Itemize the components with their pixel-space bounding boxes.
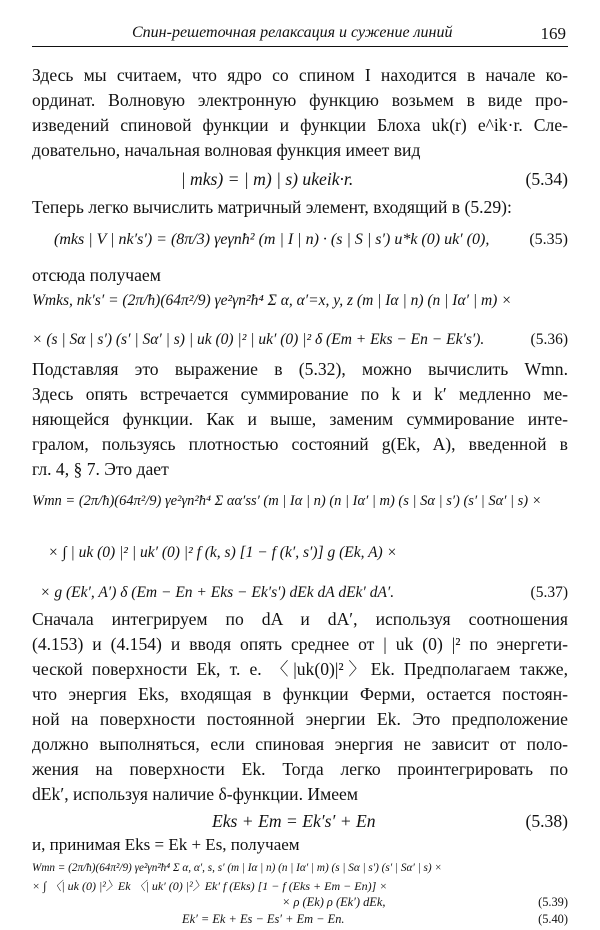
book-page [32, 0, 568, 930]
equation-5-37-line-1 [32, 486, 568, 522]
text-line: Сначала интегрируем по dA и dA′, используя соотношения [32, 609, 568, 629]
text-line: должно выполняться, если спиновая энергия не зависит от поло- [32, 734, 568, 754]
equation-number: (5.35) [529, 231, 568, 248]
text-line: Подставляя это выражение в (5.32), можно вычислить Wmn. [32, 359, 568, 379]
text-line: dEk′, используя наличие δ-функции. Имеем [32, 784, 358, 804]
equation-body: Wmks, nk′s′ = (2π/ħ)(64π²/9) γe²γn²ħ⁴ Σ α, α′=x, y, z (m | Iα | n) (n | Iα′ | m) × [32, 292, 512, 309]
text-line: ческой поверхности Ek, т. е. 〈|uk(0)|²〉Ek. Предполагаем также, [32, 659, 568, 679]
equation-5-39-line-3 [32, 893, 568, 911]
equation-body: (mks | V | nk′s′) = (8π/3) γeγnħ² (m | I | n) · (s | S | s′) u*k (0) uk′ (0), [54, 231, 490, 248]
text-line: Здесь мы считаем, что ядро со спином I находится в начале ко- [32, 65, 568, 85]
equation-5-37-line-3 [32, 578, 568, 608]
text-line: ной на поверхности постоянной энергии Ek. Это предположение [32, 709, 568, 729]
equation-5-36-line-2 [32, 325, 568, 355]
text-line: гл. 4, § 7. Это дает [32, 459, 169, 479]
equation-body: × ρ (Ek) ρ (Ek′) dEk, [282, 895, 386, 909]
text-line: (4.153) и (4.154) и вводя опять среднее от | uk (0) |² по энергети- [32, 634, 568, 654]
text-line: и, принимая Eks = Ek + Es, получаем [32, 835, 300, 854]
equation-5-35 [32, 225, 568, 255]
equation-body: × ∫ | uk (0) |² | uk′ (0) |² f (k, s) [1 − f (k′, s′)] g (Ek, A) × [48, 544, 398, 561]
text-line: изведений спиновой функции и функции Блоха uk(r) e^ik·r. Сле- [32, 115, 568, 135]
equation-5-34 [32, 164, 568, 194]
text-line: отсюда получаем [32, 265, 161, 285]
running-title: Спин-решеточная релаксация и сужение линий [132, 24, 453, 41]
text-line: ординат. Волновую электронную функцию возьмем в виде про- [32, 90, 568, 110]
equation-body: × g (Ek′, A′) δ (Em − En + Eks − Ek′s′) dEk dA dEk′ dA′. [40, 584, 395, 601]
equation-number: (5.36) [530, 331, 568, 348]
text-line: гралом, пользуясь плотностью состояний g(Ek, A), введенной в [32, 434, 568, 454]
text-line: жения на поверхности Ek. Тогда легко проинтегрировать по [32, 759, 568, 779]
text-line: что энергия Eks, входящая в функции Ферми, остается постоян- [32, 684, 568, 704]
equation-number: (5.37) [530, 584, 568, 601]
equation-5-36-line-1 [32, 286, 568, 322]
equation-5-39-line-1 [32, 858, 568, 878]
equation-5-40 [32, 910, 568, 928]
equation-body: × (s | Sα | s′) (s′ | Sα′ | s) | uk (0) |² | uk′ (0) |² δ (Em + Eks − En − Ek′s′). [32, 331, 485, 348]
text-line: Здесь опять встречается суммирование по k и k′ медленно ме- [32, 384, 568, 404]
equation-body: Ek′ = Ek + Es − Es′ + Em − En. [182, 912, 345, 926]
equation-number: (5.39) [538, 895, 568, 909]
text-line: Теперь легко вычислить матричный элемент, входящий в (5.29): [32, 197, 512, 217]
equation-body: Wmn = (2π/ħ)(64π²/9) γe²γn²ħ⁴ Σ α, α′, s, s′ (m | Iα | n) (n | Iα′ | m) (s | Sα | s′) (s′ | Sα′ | s) × [32, 862, 442, 874]
equation-body: × ∫ 〈| uk (0) |²〉Ek 〈| uk′ (0) |²〉Ek′ f (Eks) [1 − f (Eks + Em − En)] × [32, 879, 388, 893]
equation-number: (5.38) [525, 811, 568, 831]
equation-number: (5.34) [525, 169, 568, 189]
equation-number: (5.40) [538, 912, 568, 926]
page-header [32, 22, 568, 47]
page-number: 169 [540, 24, 566, 43]
equation-body: Eks + Em = Ek′s′ + En [212, 811, 376, 831]
text-line: довательно, начальная волновая функция имеет вид [32, 140, 421, 160]
equation-5-37-line-2 [32, 538, 568, 568]
equation-body: | mks) = | m) | s) ukeik·r. [180, 169, 354, 189]
equation-body: Wmn = (2π/ħ)(64π²/9) γe²γn²ħ⁴ Σ αα′ss′ (m | Iα | n) (n | Iα′ | m) (s | Sα | s′) (s′ | Sα′ | s) × [32, 493, 542, 509]
text-line: няющейся функции. Как и выше, заменим суммирование инте- [32, 409, 568, 429]
